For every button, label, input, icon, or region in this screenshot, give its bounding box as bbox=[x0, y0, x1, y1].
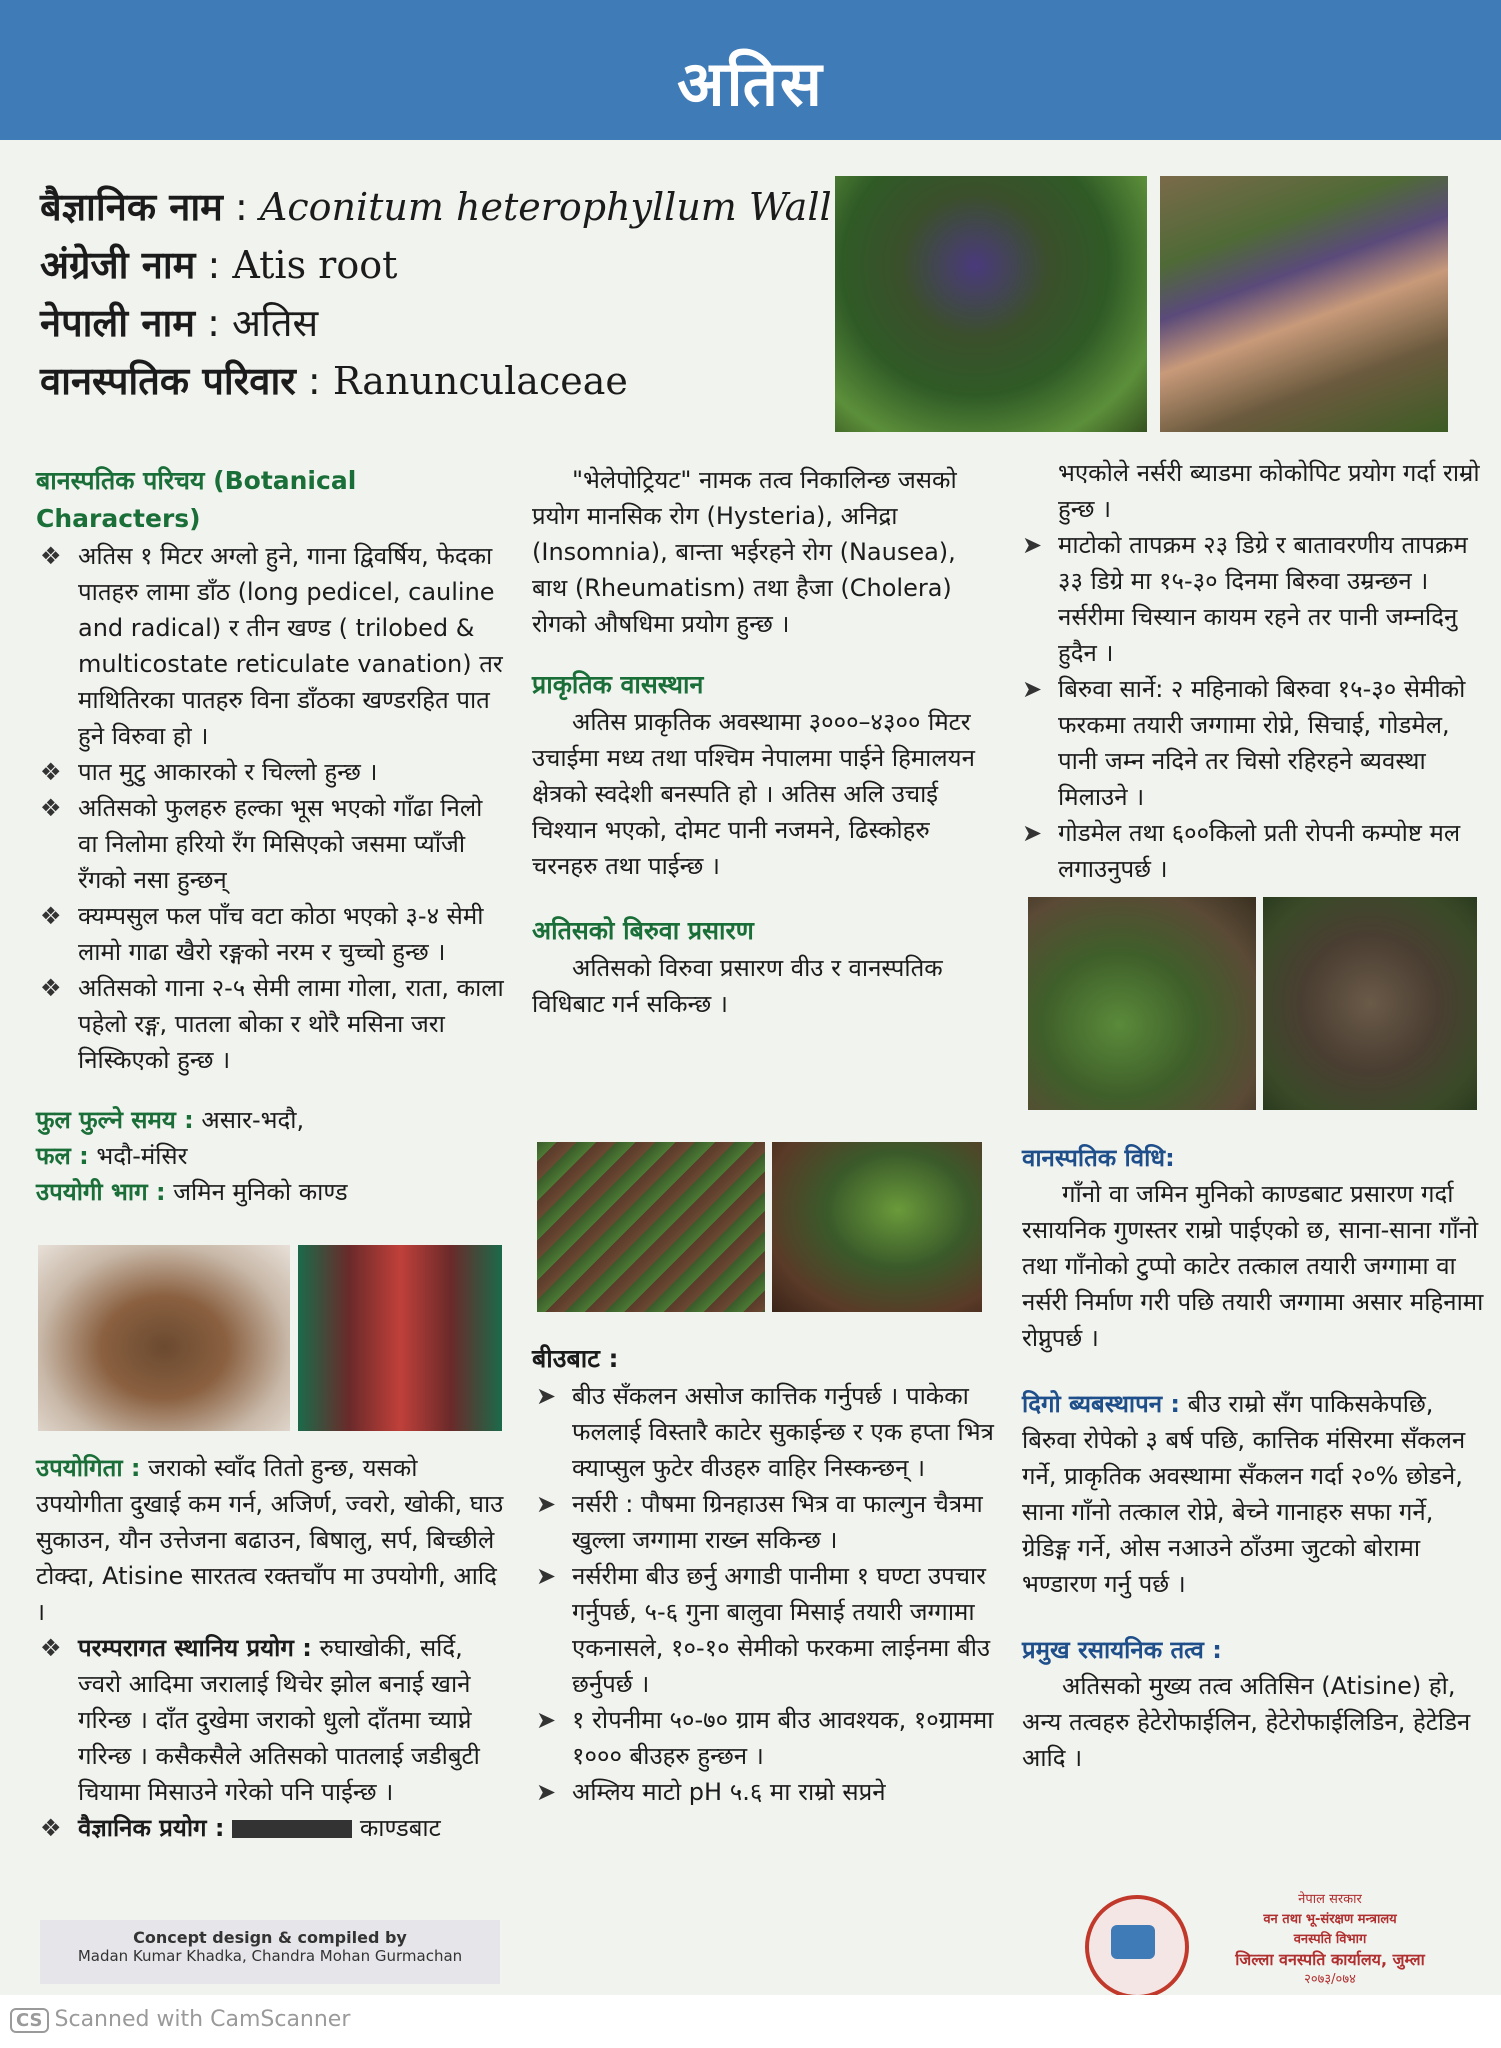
list-item: ➤ १ रोपनीमा ५०-७० ग्राम बीउ आवश्यक, १०ग्राममा १००० बीउहरु हुन्छन । bbox=[532, 1702, 1002, 1774]
photo-nursery-bed bbox=[537, 1142, 765, 1312]
chemical-heading: प्रमुख रसायनिक तत्व : bbox=[1022, 1636, 1222, 1664]
credit-line-1: Concept design & compiled by bbox=[133, 1928, 407, 1947]
photo-seedlings-soil bbox=[772, 1142, 982, 1312]
nepali-name-row: नेपाली नाम : अतिस bbox=[40, 301, 319, 345]
list-item: ➤ बीउ सँकलन असोज कात्तिक गर्नुपर्छ । पाकेका फललाई विस्तारै काटेर सुकाईन्छ र एक हप्ता भित्र क्याप्सुल फुटेर वीउहरु वाहिर निस्कन्छन् । bbox=[532, 1378, 1002, 1486]
list-item: ❖ अतिसको गाना २-५ सेमी लामा गोला, राता, काला पहेलो रङ्ग, पातला बोका र थोरै मसिना जरा निस्किएको हुन्छ । bbox=[36, 970, 506, 1078]
page-title: अतिस bbox=[677, 47, 824, 120]
list-item: ➤ नर्सरीमा बीउ छर्नु अगाडी पानीमा १ घण्टा उपचार गर्नुपर्छ, ५-६ गुना बालुवा मिसाई तयारी जग्गामा एकनासले, १०-१० सेमीको फरकमा लाईनमा बीउ छर्नुपर्छ । bbox=[532, 1558, 1002, 1702]
flowering-time: फुल फुल्ने समय : असार-भदौ, bbox=[36, 1106, 305, 1134]
redacted-text bbox=[232, 1820, 352, 1838]
list-item: ➤ नर्सरी : पौषमा ग्रिनहाउस भित्र वा फाल्गुन चैत्रमा खुल्ला जग्गामा राख्न सकिन्छ । bbox=[532, 1486, 1002, 1558]
family-row: वानस्पतिक परिवार : Ranunculaceae bbox=[40, 359, 628, 403]
habitat-text: अतिस प्राकृतिक अवस्थामा ३०००–४३०० मिटर उचाईमा मध्य तथा पश्चिम नेपालमा पाईने हिमालयन क्षेत्रको स्वदेशी बनस्पति हो । अतिस अलि उचाई चिश्यान भएको, दोमट पानी नजमने, ढिस्कोहरु चरनहरु तथा पाईन्छ । bbox=[532, 708, 975, 880]
photo-root-extract-jar bbox=[298, 1245, 502, 1431]
credit-line-2: Madan Kumar Khadka, Chandra Mohan Gurmachan bbox=[77, 1947, 463, 1965]
useful-part: उपयोगी भाग : जमिन मुनिको काण्ड bbox=[36, 1178, 348, 1206]
photo-compost-soil bbox=[1263, 897, 1477, 1110]
propagation-text: अतिसको विरुवा प्रसारण वीउ र वानस्पतिक विधिबाट गर्न सकिन्छ । bbox=[532, 954, 943, 1018]
credit-box bbox=[40, 1920, 500, 1984]
usefulness: उपयोगिता : जराको स्वाँद तितो हुन्छ, यसको उपयोगीता दुखाई कम गर्न, अजिर्ण, ज्वरो, खोकी, घाउ सुकाउन, यौन उत्तेजना बढाउन, बिषालु, सर्प, बिच्छीले टोक्दा, Atisine सारतत्व रक्तचाँप मा उपयोगी, आदि । bbox=[36, 1454, 504, 1626]
seed-heading: बीउबाट : bbox=[532, 1344, 619, 1373]
list-item: ➤ अम्लिय माटो pH ५.६ मा राम्रो सप्रने bbox=[532, 1774, 1002, 1810]
list-item: ❖ अतिसको फुलहरु हल्का भूस भएको गाँढा निलो वा निलोमा हरियो रँग मिसिएको जसमा प्याँजी रँगको नसा हुन्छन् bbox=[36, 790, 506, 898]
scientific-name-value: Aconitum heterophyllum Wall bbox=[259, 185, 832, 229]
family-label: वानस्पतिक परिवार bbox=[40, 359, 296, 403]
english-name-value: Atis root bbox=[232, 243, 398, 287]
camscanner-logo-icon: CS bbox=[10, 2008, 49, 2033]
vegetative-text: गाँनो वा जमिन मुनिको काण्डबाट प्रसारण गर्दा रसायनिक गुणस्तर राम्रो पाईएको छ, साना-साना गाँनो तथा गाँनोको टुप्पो काटेर तत्काल तयारी जग्गामा वा नर्सरी निर्माण गरी पछि तयारी जग्गामा असार महिनामा रोप्नुपर्छ । bbox=[1022, 1180, 1484, 1352]
title-bar bbox=[0, 0, 1501, 140]
english-name-label: अंग्रेजी नाम bbox=[40, 243, 196, 287]
english-name-row: अंग्रेजी नाम : Atis root bbox=[40, 243, 398, 287]
scientific-name-label: बैज्ञानिक नाम bbox=[40, 185, 223, 229]
column-middle bbox=[532, 462, 992, 1022]
plant-names bbox=[40, 178, 832, 410]
photo-dried-roots bbox=[38, 1245, 290, 1431]
nursery-list bbox=[1018, 527, 1480, 887]
nepali-name-value: अतिस bbox=[232, 301, 319, 345]
vegetative-heading: वानस्पतिक विधि: bbox=[1022, 1144, 1175, 1172]
fruiting-time: फल : भदौ-मंसिर bbox=[36, 1142, 188, 1170]
list-item: ➤ बिरुवा सार्ने: २ महिनाको बिरुवा १५-३० सेमीको फरकमा तयारी जग्गामा रोप्ने, सिचाई, गोडमेल, पानी जम्न नदिने तर चिसो रहिरहने ब्यवस्था मिलाउने । bbox=[1018, 671, 1480, 815]
photo-field-plants bbox=[1028, 897, 1256, 1110]
office-block bbox=[1085, 1890, 1465, 2000]
nepali-name-label: नेपाली नाम bbox=[40, 301, 196, 345]
continued-text: भएकोले नर्सरी ब्याडमा कोकोपिट प्रयोग गर्दा राम्रो हुन्छ । bbox=[1058, 459, 1480, 523]
list-item: ➤ माटोको तापक्रम २३ डिग्रे र बातावरणीय तापक्रम ३३ डिग्रे मा १५-३० दिनमा बिरुवा उम्रन्छन । नर्सरीमा चिस्यान कायम रहने तर पानी जम्नदिनु हुदैन । bbox=[1018, 527, 1480, 671]
list-item: ❖ अतिस १ मिटर अग्लो हुने, गाना द्विवर्षिय, फेदका पातहरु लामा डाँठ (long pedicel, cauline and radical) र तीन खण्ड ( trilobed & multicostate reticulate vanation) तर माथितिरका पातहरु विना डाँठका खण्डरहित पात हुने विरुवा हो । bbox=[36, 538, 506, 754]
government-seal-icon bbox=[1085, 1895, 1189, 1999]
list-item: ❖ वैज्ञानिक प्रयोग : काण्डबाट bbox=[36, 1810, 506, 1846]
scientific-name-row: बैज्ञानिक नाम : Aconitum heterophyllum Wall bbox=[40, 185, 832, 229]
list-item: ➤ गोडमेल तथा ६००किलो प्रती रोपनी कम्पोष्ट मल लगाउनुपर्छ । bbox=[1018, 815, 1480, 887]
sustainable-management: दिगो ब्यबस्थापन : बीउ राम्रो सँग पाकिसकेपछि, बिरुवा रोपेको ३ बर्ष पछि, कात्तिक मंसिरमा सँकलन गर्ने, प्राकृतिक अवस्थामा सँकलन गर्दा २०% छोडने, साना गाँनो तत्काल रोप्ने, बेच्ने गानाहरु सफा गर्ने, ग्रेडिङ्ग गर्ने, ओस नआउने ठाँउमा जुटको बोरामा भण्डारण गर्नु पर्छ । bbox=[1022, 1390, 1466, 1598]
list-item: ❖ पात मुटु आकारको र चिल्लो हुन्छ । bbox=[36, 754, 506, 790]
column-left bbox=[36, 462, 506, 1210]
photo-flowering-plant bbox=[835, 176, 1147, 432]
office-lines: नेपाल सरकार वन तथा भू-संरक्षण मन्त्रालय वनस्पति विभाग जिल्ला वनस्पति कार्यालय, जुम्ला २०७३/०७४ bbox=[1235, 1892, 1425, 1987]
chemical-text: अतिसको मुख्य तत्व अतिसिन (Atisine) हो, अन्य तत्वहरु हेटेरोफाईलिन, हेटेरोफाईलिडिन, हेटेडिन आदि । bbox=[1022, 1672, 1471, 1772]
botanical-heading: बानस्पतिक परिचय (Botanical Characters) bbox=[36, 466, 357, 533]
list-item: ❖ क्यम्पसुल फल पाँच वटा कोठा भएको ३-४ सेमी लामो गाढा खैरो रङ्गको नरम र चुच्चो हुन्छ । bbox=[36, 898, 506, 970]
column-right bbox=[1018, 455, 1480, 887]
seed-list bbox=[532, 1378, 1002, 1810]
column-middle-lower bbox=[532, 1340, 1002, 1810]
intro-text: "भेलेपोट्रियट" नामक तत्व निकालिन्छ जसको प्रयोग मानसिक रोग (Hysteria), अनिद्रा (Insomnia), बान्ता भईरहने रोग (Nausea), बाथ (Rheumatism) तथा हैजा (Cholera) रोगको औषधिमा प्रयोग हुन्छ । bbox=[532, 466, 957, 638]
family-value: Ranunculaceae bbox=[332, 359, 628, 403]
column-right-lower bbox=[1022, 1140, 1484, 1776]
list-item: ❖ परम्परागत स्थानिय प्रयोग : रुघाखोकी, सर्दि, ज्वरो आदिमा जरालाई थिचेर झोल बनाई खाने गरिन्छ । दाँत दुखेमा जराको धुलो दाँतमा च्याप्ने गरिन्छ । कसैकसैले अतिसको पातलाई जडीबुटी चियामा मिसाउने गरेको पनि पाईन्छ । bbox=[36, 1630, 506, 1810]
usage-list bbox=[36, 1630, 506, 1846]
scanner-footer bbox=[0, 1995, 1501, 2048]
habitat-heading: प्राकृतिक वासस्थान bbox=[532, 670, 704, 699]
photo-uprooted-plant bbox=[1160, 176, 1448, 432]
column-left-lower bbox=[36, 1450, 506, 1846]
botanical-list bbox=[36, 538, 506, 1078]
propagation-heading: अतिसको बिरुवा प्रसारण bbox=[532, 916, 754, 945]
scanner-watermark: CS Scanned with CamScanner bbox=[10, 2007, 350, 2033]
